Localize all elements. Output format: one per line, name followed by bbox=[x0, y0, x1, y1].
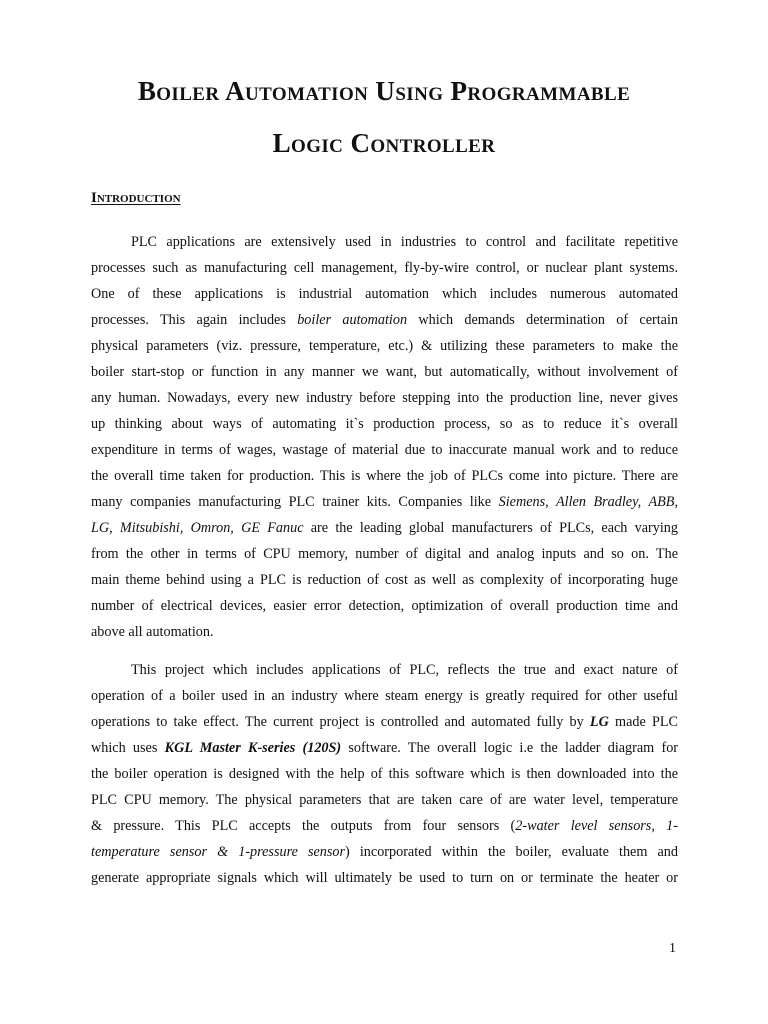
page-number: 1 bbox=[669, 941, 676, 956]
text-segment: software. The overall logic i.e the ladder diagram for bbox=[341, 740, 679, 756]
title-line-1: Boiler Automation Using Programmable bbox=[137, 76, 631, 106]
text-segment: are the leading global manufacturers of PLCs, each varying bbox=[303, 520, 678, 536]
text-segment: operations to take effect. The current project is controlled and automated fully by bbox=[91, 714, 590, 730]
text-line: This project which includes applications of PLC, reflects the true and exact nature of bbox=[131, 662, 678, 678]
text-segment: which demands determination of certain bbox=[407, 312, 679, 328]
paragraph-2 bbox=[91, 657, 678, 891]
section-heading-introduction: Introduction bbox=[91, 190, 181, 206]
text-line bbox=[91, 515, 678, 541]
text-line: main theme behind using a PLC is reduction of cost as well as complexity of incorporating huge bbox=[91, 572, 678, 588]
text-segment: made PLC bbox=[608, 714, 678, 730]
text-line: PLC CPU memory. The physical parameters that are taken care of are water level, temperature bbox=[91, 792, 678, 808]
text-line: above all automation. bbox=[91, 624, 214, 640]
text-line: number of electrical devices, easier error detection, optimization of overall production time and bbox=[91, 598, 678, 614]
text-segment: ) incorporated within the boiler, evaluate them and bbox=[345, 844, 678, 860]
text-line: any human. Nowadays, every new industry before stepping into the production line, never gives bbox=[91, 390, 678, 406]
text-line: the boiler operation is designed with the help of this software which is then downloaded into the bbox=[91, 766, 678, 782]
emphasis-sensors: 2-water level sensors, 1- bbox=[515, 818, 678, 834]
text-line bbox=[91, 735, 678, 761]
emphasis-companies-continued: LG, Mitsubishi, Omron, GE Fanuc bbox=[91, 520, 304, 536]
text-line: One of these applications is industrial automation which includes numerous automated bbox=[91, 286, 678, 302]
text-line bbox=[91, 839, 678, 865]
text-segment: many companies manufacturing PLC trainer kits. Companies like bbox=[91, 494, 499, 510]
text-line: generate appropriate signals which will ultimately be used to turn on or terminate the heater or bbox=[91, 870, 678, 886]
text-line: operation of a boiler used in an industry where steam energy is greatly required for other useful bbox=[91, 688, 678, 704]
paragraph-1 bbox=[91, 229, 678, 645]
emphasis-lg: LG bbox=[589, 714, 609, 730]
text-line: expenditure in terms of wages, wastage of material due to inaccurate manual work and to reduce bbox=[91, 442, 678, 458]
text-line bbox=[91, 489, 678, 515]
emphasis-software-name: KGL Master K-series (120S) bbox=[164, 740, 342, 756]
text-line bbox=[91, 307, 678, 333]
title-line-2: Logic Controller bbox=[272, 128, 496, 158]
text-line: processes such as manufacturing cell management, fly-by-wire control, or nuclear plant systems. bbox=[91, 260, 678, 276]
emphasis-companies: Siemens, Allen Bradley, ABB, bbox=[498, 494, 678, 510]
text-line bbox=[91, 709, 678, 735]
text-segment: & pressure. This PLC accepts the outputs from four sensors ( bbox=[91, 818, 516, 834]
text-line bbox=[91, 813, 678, 839]
text-line: physical parameters (viz. pressure, temperature, etc.) & utilizing these parameters to make the bbox=[91, 338, 678, 354]
emphasis-sensors-continued: temperature sensor & 1-pressure sensor bbox=[91, 844, 346, 860]
text-line: PLC applications are extensively used in industries to control and facilitate repetitive bbox=[131, 234, 678, 250]
text-line: up thinking about ways of automating it`s production process, so as to reduce it`s overall bbox=[91, 416, 678, 432]
text-line: from the other in terms of CPU memory, number of digital and analog inputs and so on. The bbox=[91, 546, 678, 562]
text-segment: processes. This again includes bbox=[91, 312, 298, 328]
emphasis-boiler-automation: boiler automation bbox=[297, 312, 408, 328]
text-segment: which uses bbox=[91, 740, 165, 756]
text-line: the overall time taken for production. This is where the job of PLCs come into picture. There are bbox=[91, 468, 678, 484]
text-line: boiler start-stop or function in any manner we want, but automatically, without involvement of bbox=[91, 364, 678, 380]
